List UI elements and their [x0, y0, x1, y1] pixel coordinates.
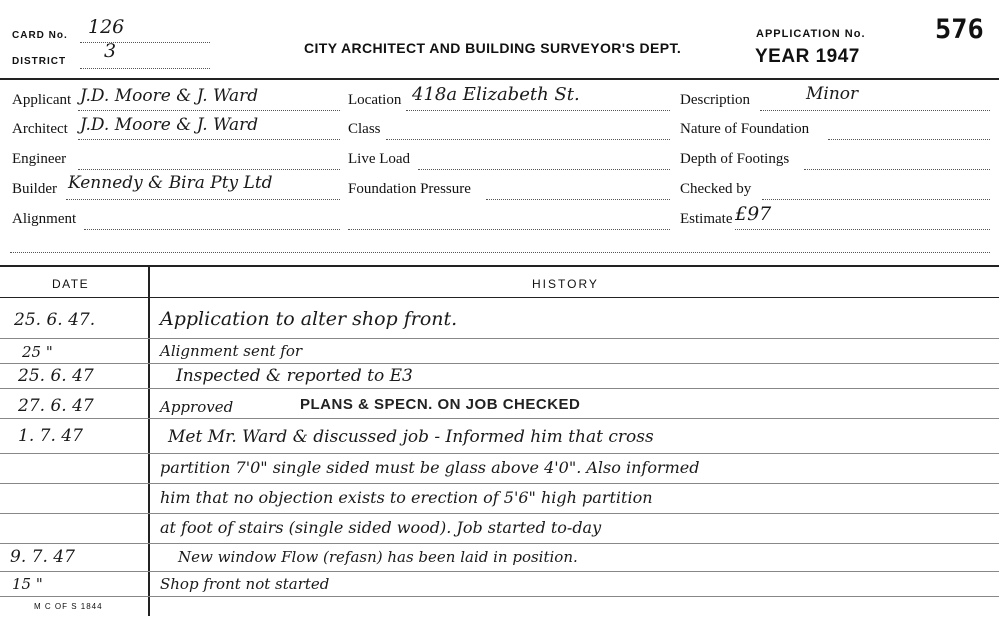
alignment-label: Alignment [12, 211, 77, 227]
nature-of-foundation-label: Nature of Foundation [680, 121, 810, 137]
applicant-label: Applicant [12, 92, 72, 108]
table-row-date: 25. 6. 47 [18, 366, 94, 386]
row-line [0, 483, 999, 484]
history-column-header: HISTORY [532, 277, 599, 291]
estimate-label: Estimate [680, 211, 733, 227]
table-row-text: at foot of stairs (single sided wood). Job started to-day [160, 518, 602, 537]
alignment-line [84, 229, 340, 230]
architect-line [78, 139, 340, 140]
department-title: CITY ARCHITECT AND BUILDING SURVEYOR'S DEPT. [304, 40, 682, 56]
estimate-value: £97 [735, 203, 772, 225]
table-row-text: Met Mr. Ward & discussed job - Informed him that cross [168, 427, 654, 447]
location-value: 418a Elizabeth St. [412, 84, 580, 105]
field-block-bottom-line [10, 252, 990, 253]
application-no-label: APPLICATION No. [756, 28, 866, 40]
live-load-line [418, 169, 670, 170]
live-load-label: Live Load [348, 151, 411, 167]
class-line [386, 139, 670, 140]
form-code: M C OF S 1844 [34, 602, 103, 611]
builder-label: Builder [12, 181, 57, 197]
header-rule [0, 78, 999, 80]
builder-value: Kennedy & Bira Pty Ltd [68, 173, 273, 193]
row-line [0, 453, 999, 454]
card-no-line [80, 42, 210, 43]
year-label: YEAR 1947 [755, 46, 860, 67]
description-value: Minor [806, 84, 859, 104]
table-row-text: Application to alter shop front. [160, 308, 458, 330]
location-line [406, 110, 670, 111]
table-row-text: Alignment sent for [160, 342, 303, 360]
nature-of-foundation-line [828, 139, 990, 140]
table-row-text: Inspected & reported to E3 [176, 366, 413, 386]
row-line [0, 571, 999, 572]
table-row-text: Approved [160, 398, 234, 416]
location-label: Location [348, 92, 402, 108]
application-no-value: 576 [935, 14, 984, 45]
district-label: DISTRICT [12, 56, 67, 67]
district-value: 3 [104, 40, 117, 62]
card-no-value: 126 [88, 16, 125, 38]
depth-of-footings-line [804, 169, 990, 170]
table-row-text: him that no objection exists to erection of 5'6" high partition [160, 488, 653, 507]
row-line [0, 543, 999, 544]
architect-value: J.D. Moore & J. Ward [80, 115, 259, 135]
checked-by-label: Checked by [680, 181, 752, 197]
district-line [80, 68, 210, 69]
card-no-label: CARD No. [12, 30, 68, 41]
description-line [760, 110, 990, 111]
row-line [0, 418, 999, 419]
applicant-value: J.D. Moore & J. Ward [80, 86, 259, 106]
table-column-divider [148, 266, 150, 616]
builder-line [66, 199, 340, 200]
table-row-date: 27. 6. 47 [18, 396, 94, 416]
architect-label: Architect [12, 121, 68, 137]
plans-checked-stamp: PLANS & SPECN. ON JOB CHECKED [300, 396, 581, 413]
depth-of-footings-label: Depth of Footings [680, 151, 790, 167]
table-row-date: 9. 7. 47 [10, 547, 75, 567]
checked-by-line [762, 199, 990, 200]
row-line [0, 513, 999, 514]
row-line [0, 388, 999, 389]
table-row-date: 15 " [12, 575, 43, 593]
row-line [0, 596, 999, 597]
row-line [0, 338, 999, 339]
table-row-date: 25. 6. 47. [14, 310, 96, 330]
class-label: Class [348, 121, 381, 137]
table-row-text: partition 7'0" single sided must be glass above 4'0". Also informed [160, 458, 700, 477]
foundation-pressure-label: Foundation Pressure [348, 181, 471, 197]
engineer-line [78, 169, 340, 170]
row-line [0, 363, 999, 364]
description-label: Description [680, 92, 750, 108]
applicant-line [78, 110, 340, 111]
table-row-text: New window Flow (refasn) has been laid in position. [178, 548, 578, 566]
estimate-line [735, 229, 990, 230]
engineer-label: Engineer [12, 151, 67, 167]
col2-extra-line [348, 229, 670, 230]
table-row-text: Shop front not started [160, 575, 330, 593]
foundation-pressure-line [486, 199, 670, 200]
table-row-date: 25 " [22, 343, 53, 361]
table-row-date: 1. 7. 47 [18, 426, 83, 446]
date-column-header: DATE [52, 277, 90, 291]
